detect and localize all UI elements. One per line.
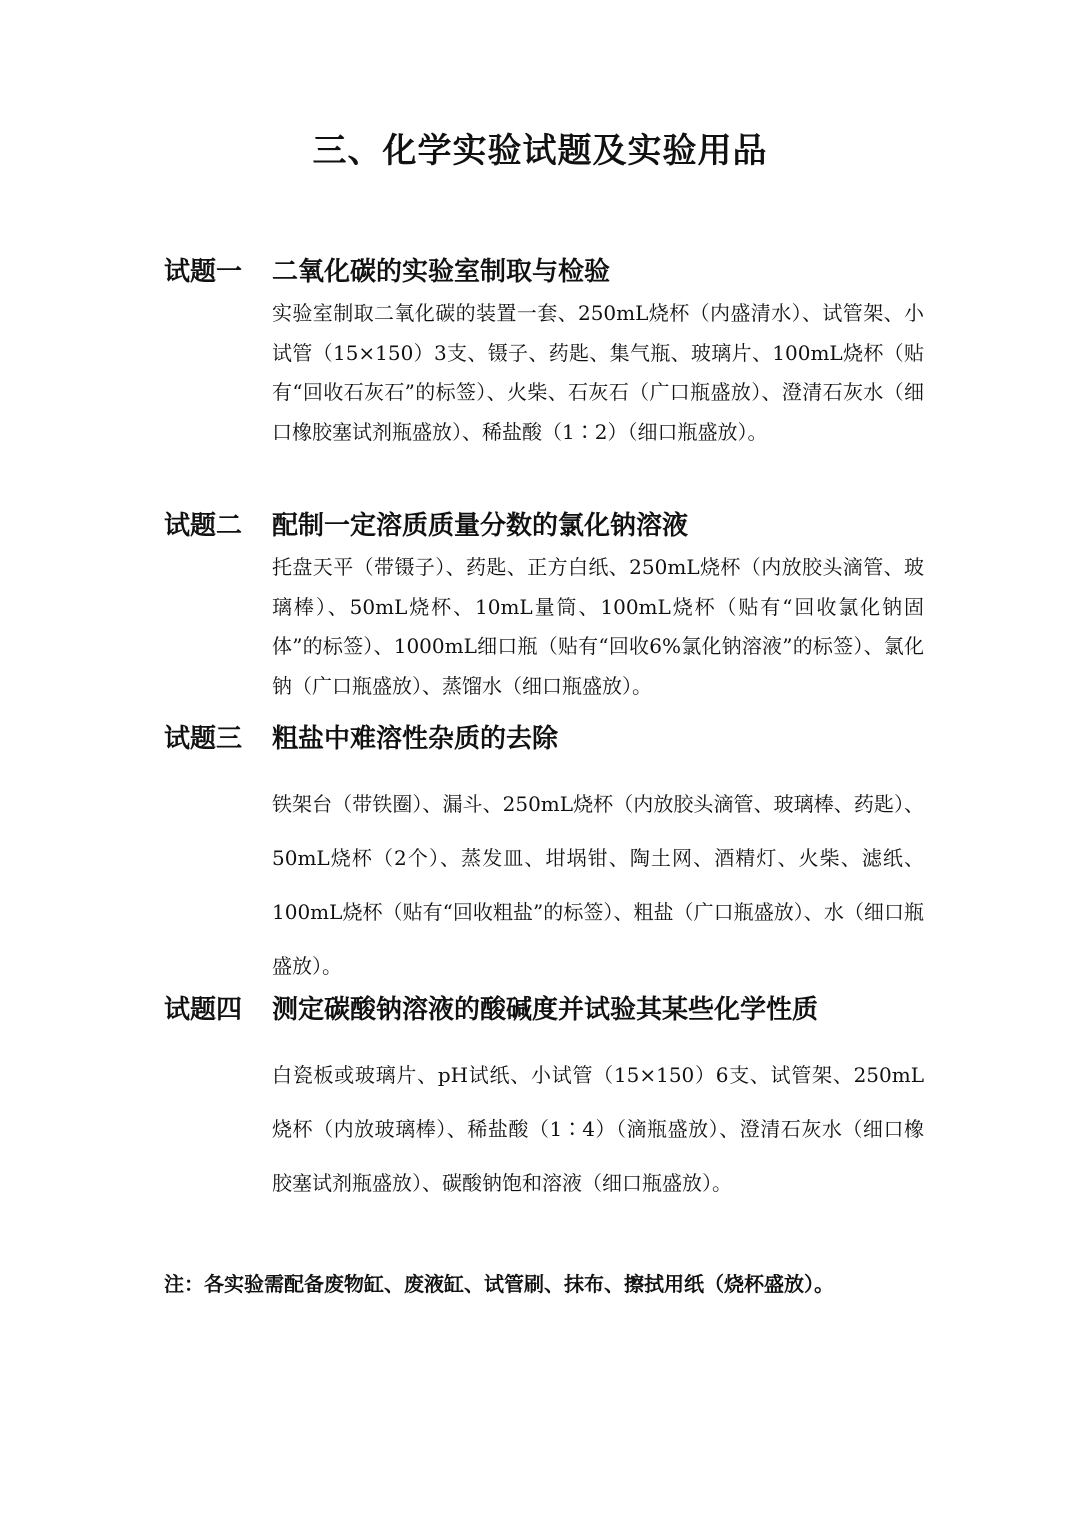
experiment-label: 试题一 xyxy=(164,257,243,287)
experiment-name: 配制一定溶质质量分数的氯化钠溶液 xyxy=(272,511,689,541)
experiment-label: 试题二 xyxy=(164,511,243,541)
experiment-name: 二氧化碳的实验室制取与检验 xyxy=(272,257,611,287)
experiment-section-3 xyxy=(164,719,924,993)
experiment-heading xyxy=(164,990,924,1030)
experiment-section-1 xyxy=(164,252,924,452)
experiment-name: 测定碳酸钠溶液的酸碱度并试验其某些化学性质 xyxy=(272,995,819,1025)
experiment-label: 试题三 xyxy=(164,724,243,754)
experiment-heading xyxy=(164,506,924,546)
equipment-list: 实验室制取二氧化碳的装置一套、250mL烧杯（内盛清水）、试管架、小试管（15×150）3支、镊子、药匙、集气瓶、玻璃片、100mL烧杯（贴有“回收石灰石”的标签）、火柴、石灰石（广口瓶盛放）、澄清石灰水（细口橡胶塞试剂瓶盛放）、稀盐酸（1∶2）（细口瓶盛放）。 xyxy=(272,301,924,444)
experiment-section-2 xyxy=(164,506,924,706)
equipment-list: 托盘天平（带镊子）、药匙、正方白纸、250mL烧杯（内放胶头滴管、玻璃棒）、50mL烧杯、10mL量筒、100mL烧杯（贴有“回收氯化钠固体”的标签）、1000mL细口瓶（贴有“回收6%氯化钠溶液”的标签）、氯化钠（广口瓶盛放）、蒸馏水（细口瓶盛放）。 xyxy=(272,555,924,698)
experiment-heading xyxy=(164,719,924,759)
experiment-label: 试题四 xyxy=(164,995,243,1025)
page-title: 三、化学实验试题及实验用品 xyxy=(312,131,768,171)
experiment-name: 粗盐中难溶性杂质的去除 xyxy=(272,724,559,754)
footnote: 注：各实验需配备废物缸、废液缸、试管刷、抹布、擦拭用纸（烧杯盛放）。 xyxy=(164,1272,834,1296)
equipment-list: 白瓷板或玻璃片、pH试纸、小试管（15×150）6支、试管架、250mL烧杯（内放玻璃棒）、稀盐酸（1∶4）（滴瓶盛放）、澄清石灰水（细口橡胶塞试剂瓶盛放）、碳酸钠饱和溶液（细口瓶盛放）。 xyxy=(272,1063,924,1195)
experiment-section-4 xyxy=(164,990,924,1210)
equipment-list: 铁架台（带铁圈）、漏斗、250mL烧杯（内放胶头滴管、玻璃棒、药匙）、50mL烧杯（2个）、蒸发皿、坩埚钳、陶土网、酒精灯、火柴、滤纸、100mL烧杯（贴有“回收粗盐”的标签）、粗盐（广口瓶盛放）、水（细口瓶盛放）。 xyxy=(272,792,924,978)
experiment-heading xyxy=(164,252,924,292)
